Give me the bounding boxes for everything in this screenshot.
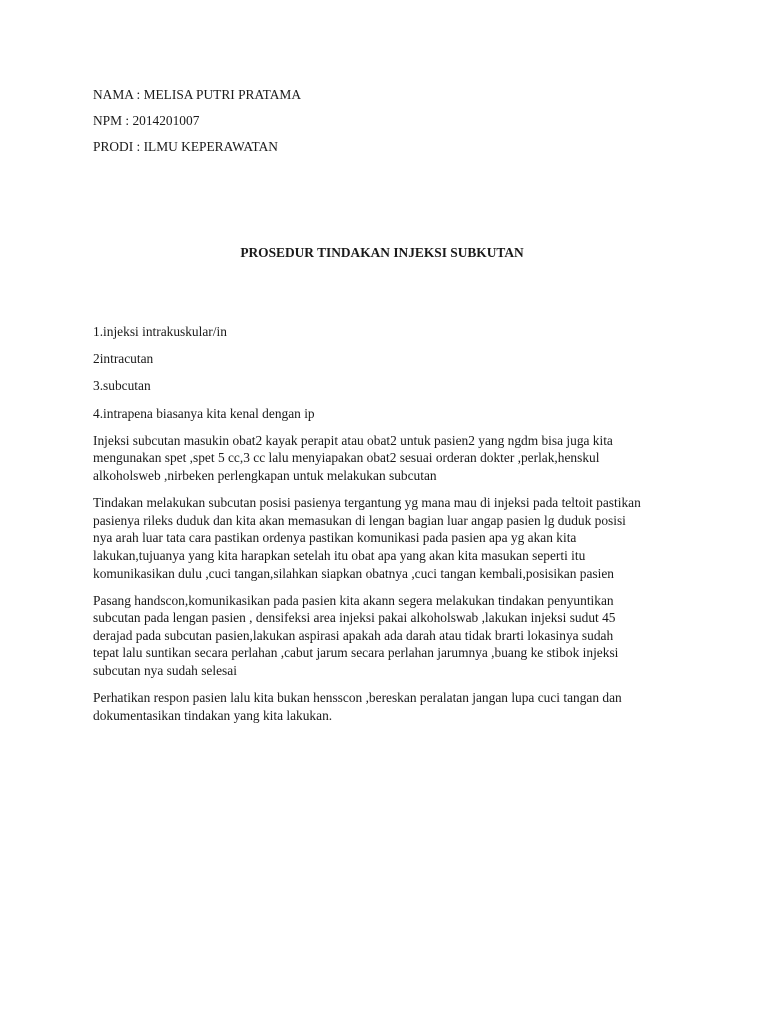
paragraph-closing [93, 689, 683, 724]
text-line: pasienya rileks duduk dan kita akan memasukan di lengan bagian luar angap pasien lg duduk posisi [93, 512, 626, 528]
list-item: 1.injeksi intrakuskular/in [93, 324, 227, 339]
text-line: dokumentasikan tindakan yang kita lakukan. [93, 707, 333, 723]
text-line: Pasang handscon,komunikasikan pada pasien kita akann segera melakukan tindakan penyuntikan [93, 592, 614, 608]
paragraph-positioning [93, 494, 683, 582]
text-line: tepat lalu suntikan secara perlahan ,cabut jarum secara perlahan jarumnya ,buang ke stibok injeksi [93, 645, 619, 661]
text-line: komunikasikan dulu ,cuci tangan,silahkan siapkan obatnya ,cuci tangan kembali,posisikan pasien [93, 565, 614, 581]
injection-type-list [93, 323, 683, 422]
text-line: subcutan pada lengan pasien , densifeksi area injeksi pakai alkoholswab ,lakukan injeksi sudut 45 [93, 610, 616, 626]
student-name: NAMA : MELISA PUTRI PRATAMA [93, 87, 301, 102]
document-main [93, 323, 683, 734]
text-line: mengunakan spet ,spet 5 cc,3 cc lalu menyiapakan obat2 sesuai orderan dokter ,perlak,henskul [93, 450, 600, 466]
paragraph-preparation [93, 432, 683, 485]
list-item: 4.intrapena biasanya kita kenal dengan ip [93, 405, 315, 421]
list-item: 2intracutan [93, 351, 154, 367]
student-npm: NPM : 2014201007 [93, 113, 200, 129]
text-line: Perhatikan respon pasien lalu kita bukan hensscon ,bereskan peralatan jangan lupa cuci tangan dan [93, 690, 622, 706]
text-line: alkoholsweb ,nirbeken perlengkapan untuk melakukan subcutan [93, 467, 437, 483]
text-line: derajad pada subcutan pasien,lakukan aspirasi apakah ada darah atau tidak brarti lokasinya sudah [93, 627, 614, 643]
list-item: 3.subcutan [93, 378, 151, 394]
text-line: subcutan nya sudah selesai [93, 663, 237, 679]
paragraph-procedure [93, 592, 683, 680]
document-title: PROSEDUR TINDAKAN INJEKSI SUBKUTAN [240, 245, 524, 260]
student-info [93, 86, 683, 156]
text-line: nya arah luar tata cara pastikan ordenya pastikan komunikasi pada pasien apa yg akan kita [93, 530, 577, 546]
student-prodi: PRODI : ILMU KEPERAWATAN [93, 139, 278, 155]
text-line: Tindakan melakukan subcutan posisi pasienya tergantung yg mana mau di injeksi pada teltoit pastikan [93, 495, 641, 511]
text-line: Injeksi subcutan masukin obat2 kayak perapit atau obat2 untuk pasien2 yang ngdm bisa juga kita [93, 432, 613, 448]
text-line: lakukan,tujuanya yang kita harapkan setelah itu obat apa yang akan kita masukan seperti itu [93, 547, 586, 563]
document-body [93, 86, 683, 723]
